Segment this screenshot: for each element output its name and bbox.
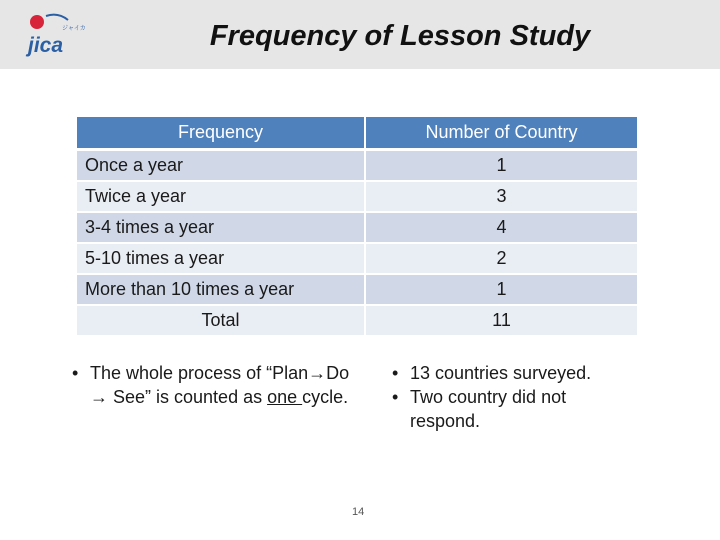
row-value: 4: [365, 212, 637, 243]
table-row: [77, 274, 637, 305]
table-row: [77, 212, 637, 243]
row-value: 1: [365, 150, 637, 182]
row-label: Once a year: [77, 150, 365, 182]
svg-text:jica: jica: [28, 34, 64, 57]
column-header-country-count: Number of Country: [365, 117, 637, 150]
row-label: Twice a year: [77, 181, 365, 212]
note-cycle-definition: • The whole process of “Plan→Do → See” is counted as one cycle.: [72, 361, 372, 409]
total-value: 11: [365, 305, 637, 335]
title-banner: [0, 0, 720, 69]
emphasis-one: one: [267, 387, 303, 407]
row-value: 1: [365, 274, 637, 305]
svg-text:ジャイカ: ジャイカ: [62, 25, 86, 32]
jica-logo: [26, 12, 86, 58]
note-no-response: • Two country did not respond.: [392, 385, 632, 433]
frequency-table: [77, 117, 637, 335]
page-number: 14: [352, 506, 365, 518]
row-value: 2: [365, 243, 637, 274]
table-row: [77, 150, 637, 182]
column-header-frequency: Frequency: [77, 117, 365, 150]
row-label: More than 10 times a year: [77, 274, 365, 305]
row-label: 3-4 times a year: [77, 212, 365, 243]
page-title: Frequency of Lesson Study: [209, 20, 591, 52]
row-label: 5-10 times a year: [77, 243, 365, 274]
table-row: [77, 181, 637, 212]
table-header-row: [77, 117, 637, 150]
table-total-row: [77, 305, 637, 335]
total-label: Total: [77, 305, 365, 335]
notes-right: [392, 361, 632, 433]
table-row: [77, 243, 637, 274]
note-surveyed: • 13 countries surveyed.: [392, 361, 632, 385]
notes-left: [72, 361, 372, 409]
row-value: 3: [365, 181, 637, 212]
